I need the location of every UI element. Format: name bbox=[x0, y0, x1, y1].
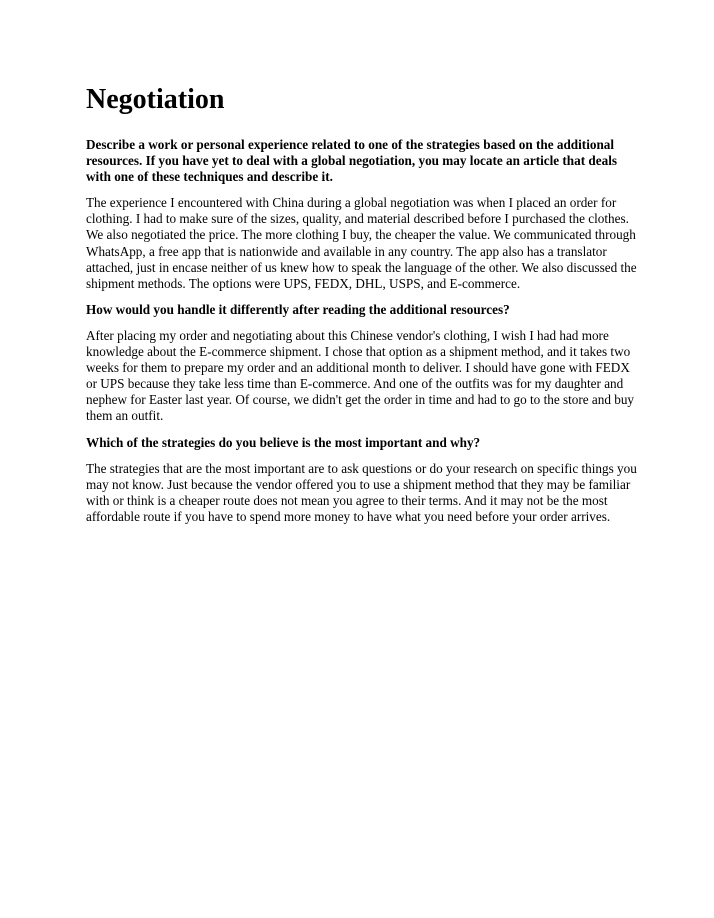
question-1: Describe a work or personal experience related to one of the strategies based on the additional resources. If you have yet to deal with a global negotiation, you may locate an article that deals with one of these techniques and describe it. bbox=[86, 137, 618, 185]
answer-3: The strategies that are the most important are to ask questions or do your research on specific things you may not know. Just because the vendor offered you to use a shipment method that they may be familiar with or think is a cheaper route does not mean you agree to their terms. And it may not be the most affordable route if you have to spend more money to have what you need before your order arrives. bbox=[86, 460, 637, 524]
answer-2: After placing my order and negotiating about this Chinese vendor's clothing, I wish I had had more knowledge about the E-commerce shipment. I chose that option as a shipment method, and it takes two weeks for them to prepare my order and an additional month to deliver. I should have gone with FEDX or UPS because they take less time than E-commerce. And one of the outfits was for my daughter and nephew for Easter last year. Of course, we didn't get the order in time and had to go to the store and buy them an outfit. bbox=[86, 327, 635, 424]
answer-1: The experience I encountered with China during a global negotiation was when I placed an order for clothing. I had to make sure of the sizes, quality, and material described before I purchased the clothes. We also negotiated the price. The more clothing I buy, the cheaper the value. We communicated through WhatsApp, a free app that is nationwide and available in any country. The app also has a translator attached, just in encase neither of us knew how to speak the language of the other. We also discussed the shipment methods. The options were UPS, FEDX, DHL, USPS, and E-commerce. bbox=[86, 195, 637, 291]
document-page bbox=[86, 80, 638, 535]
page-title: Negotiation bbox=[86, 84, 225, 115]
question-3: Which of the strategies do you believe is the most important and why? bbox=[86, 434, 481, 450]
question-2: How would you handle it differently after reading the additional resources? bbox=[86, 301, 510, 317]
